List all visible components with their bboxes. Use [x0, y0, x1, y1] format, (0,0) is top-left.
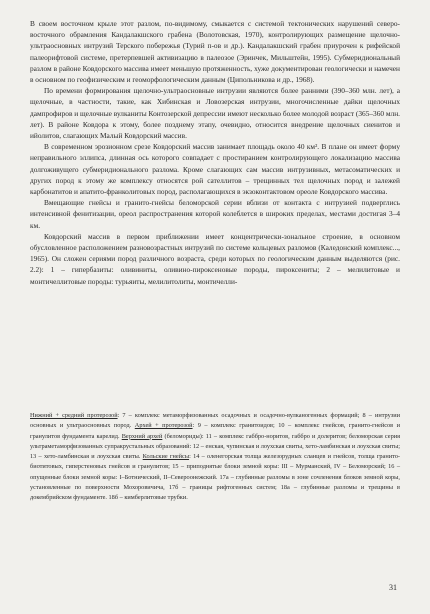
- footnote-text: [30, 411, 400, 504]
- body-text: [30, 18, 400, 287]
- legend-heading: Нижний + средний протерозой: [30, 412, 118, 419]
- paragraph: По времени формирования щелочно-ультраосновные интрузии являются более ранними (390–360 млн. лет), а щелочные, в частности, такие, как Хибинская и Ловозерская интрузии, многочисленные дайки щелочных дампрофиров и щелочные вулканиты Контозерской депрессии имеют несколько более молодой возраст (365–360 млн. лет). В районе Ковдора к этому, более позднему этапу, очевидно, относится внедрение щелочных сиенитов и ийолитов, слагающих Малый Ковдорский массив.: [30, 86, 400, 141]
- paragraph: В современном эрозионном срезе Ковдорский массив занимает площадь около 40 км². В плане он имеет форму неправильного эллипса, длинная ось которого совпадает с простиранием контролирующего локализацию массива долгоживущего субмеридионального разлома. Кроме слагающих сам массив интрузивных, метасоматических и других пород к этому же комплексу относятся рой сателлитов – трещинных тел щелочных пород и залежей карбонатитов и апатито-франколитовых пород, располагающихся в экзоконтактовом ореоле Ковдорского массива.: [30, 142, 400, 197]
- legend-heading: Кольские гнейсы: [142, 453, 190, 461]
- legend-heading: Верхний архей: [121, 432, 163, 440]
- legend-text: : 14 – оленегорская толща железорудных сланцев и гнейсов, толща гранито-биотитовых, гиперстеновых гнейсов и гранулитов; 15 – приподнятые блоки земной коры: III – Мурманский, IV – Беломорский; 16 – опущенные блоки земной коры: I–Ботнический, II–Североонежский. 17а – глубинные разломы в зоне сочленения блоков земной коры, установленные по поверхности Мохоровичича, 17б – границы рифтогенных систем; 18а – глубинные разломы и трещины в докембрийском фундаменте. 18б – кимберлитовые трубки.: [30, 453, 401, 502]
- figure-legend-footnote: [30, 411, 400, 504]
- page-number: 31: [389, 583, 397, 592]
- legend-text: : 7 – комплекс метаморфизованных осадочных и осадочно-вулканогенных формаций; 8 – интрузии основных и ультраосновных пород.: [30, 412, 400, 430]
- paragraph: В своем восточном крыле этот разлом, по-видимому, смыкается с системой тектонических нарушений северо-восточного обрамления Кандалакшского грабена (Волотовская, 1970), контролирующих размещение щелочно-ультраосновных интрузий Терского побережья (Турий п-ов и др.). Кандалакшский грабен приурочен к рифейской палеорифтовой системе, претерпевшей активизацию в палеозое (Эринчек, Мильштейн, 1995). Субмеридиональный разлом в районе Ковдорского массива имеет меньшую протяженность, хуже документирован геологически и намечен в основном по геофизическим и геоморфологическим данным (Ципольникова и др., 1968).: [30, 19, 400, 85]
- legend-text: (беломориды): 11 – комплекс габбро-норитов, габбро и долеритов; беломорская серия ультраметаморфизованных супракрустальных образований: 12 – енская, чупинская и лоухская свиты, хето-ламбинская и лоухская свиты; 13 – хето-ламбинская и лоухская свиты.: [30, 432, 401, 461]
- legend-heading: Архей + протерозой: [134, 422, 193, 430]
- paragraph: Вмещающие гнейсы и гранито-гнейсы беломорской серии вблизи от контакта с интрузией подверглись интенсивной фенитизации, ореол распространения которой колеблется в широких пределах, местами достигая 3–4 км.: [30, 198, 400, 230]
- paragraph: Ковдорский массив в первом приближении имеет концентрически-зональное строение, в основном обусловленное расположением разновозрастных интрузий по системе кольцевых разломов (Каледонский комплекс..., 1965). Он сложен сериями пород различного возраста, среди которых по геологическим данным выделяются (рис. 2.2): 1 – гипербазиты: оливиниты, оливино-пироксеновые породы, пироксениты; 2 – мелилитовые и монтичеллитовые породы: турьяиты, мелилитолиты, монтичелли-: [30, 231, 400, 286]
- legend-text: : 9 – комплекс гранитоидов; 10 – комплекс гнейсов, гранито-гнейсов и гранулитов фундамента карелид.: [30, 422, 400, 440]
